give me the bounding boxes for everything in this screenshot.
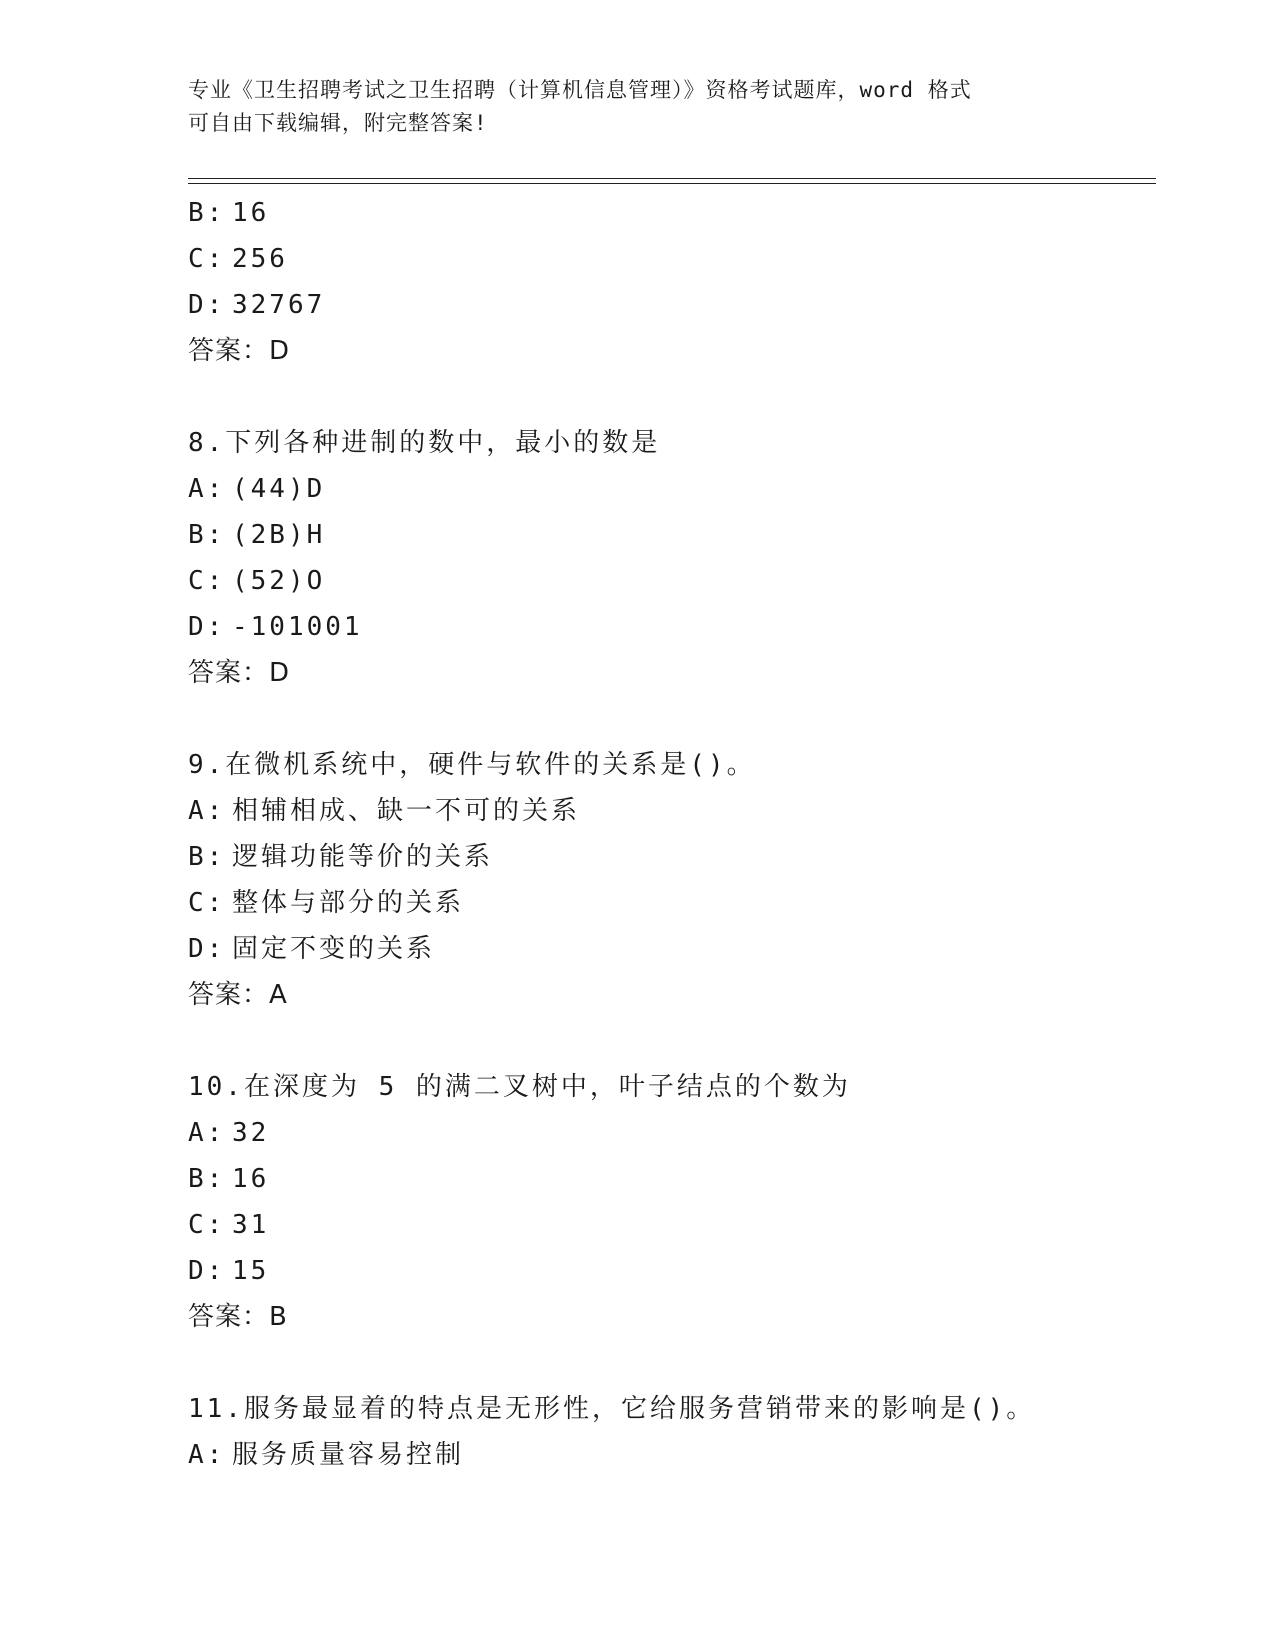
option-label: A: <box>188 1118 226 1148</box>
option-text: 相辅相成、缺一不可的关系 <box>232 796 581 826</box>
option-line <box>188 926 1148 972</box>
option-label: C: <box>188 244 226 274</box>
option-text: 服务质量容易控制 <box>232 1440 465 1470</box>
option-label: D: <box>188 1256 226 1286</box>
option-label: D: <box>188 612 226 642</box>
answer-line: 答案：D <box>188 336 291 366</box>
option-label: B: <box>188 198 226 228</box>
spacer <box>188 374 1148 420</box>
option-label: C: <box>188 566 226 596</box>
option-text: 固定不变的关系 <box>232 934 436 964</box>
option-label: D: <box>188 934 226 964</box>
spacer <box>188 696 1148 742</box>
option-text: 32 <box>232 1118 270 1148</box>
question-10 <box>188 1064 1148 1340</box>
option-line <box>188 558 1148 604</box>
option-line <box>188 1248 1148 1294</box>
option-text: 16 <box>232 1164 270 1194</box>
option-line <box>188 880 1148 926</box>
option-line <box>188 190 1148 236</box>
question-stem: 11.服务最显着的特点是无形性，它给服务营销带来的影响是()。 <box>188 1394 1036 1424</box>
option-label: A: <box>188 796 226 826</box>
answer-line: 答案：B <box>188 1302 288 1332</box>
header-divider-top <box>188 178 1156 179</box>
option-line <box>188 236 1148 282</box>
question-9 <box>188 742 1148 1018</box>
answer-line: 答案：A <box>188 980 288 1010</box>
header-divider-bottom <box>188 183 1156 184</box>
question-11 <box>188 1386 1148 1478</box>
question-stem: 8.下列各种进制的数中，最小的数是 <box>188 428 661 458</box>
option-label: D: <box>188 290 226 320</box>
question-stem: 10.在深度为 5 的满二叉树中，叶子结点的个数为 <box>188 1072 851 1102</box>
spacer <box>188 1018 1148 1064</box>
option-line <box>188 282 1148 328</box>
option-text: 256 <box>232 244 288 274</box>
option-text: (52)O <box>232 566 326 596</box>
header-title-line-2: 可自由下载编辑，附完整答案! <box>188 111 488 135</box>
page-header <box>188 74 1088 140</box>
option-line <box>188 466 1148 512</box>
question-list <box>188 190 1148 1478</box>
option-line <box>188 604 1148 650</box>
option-text: 15 <box>232 1256 270 1286</box>
question-7-continued <box>188 190 1148 374</box>
answer-line: 答案：D <box>188 658 291 688</box>
option-text: 整体与部分的关系 <box>232 888 465 918</box>
option-line <box>188 1202 1148 1248</box>
option-text: (44)D <box>232 474 326 504</box>
option-label: A: <box>188 474 226 504</box>
option-line <box>188 512 1148 558</box>
header-title-line-1: 专业《卫生招聘考试之卫生招聘（计算机信息管理）》资格考试题库，word 格式 <box>188 78 972 102</box>
option-label: B: <box>188 1164 226 1194</box>
option-label: C: <box>188 1210 226 1240</box>
option-label: A: <box>188 1440 226 1470</box>
option-text: 31 <box>232 1210 270 1240</box>
option-text: -101001 <box>232 612 363 642</box>
question-stem: 9.在微机系统中，硬件与软件的关系是()。 <box>188 750 756 780</box>
spacer <box>188 1340 1148 1386</box>
option-line <box>188 788 1148 834</box>
option-label: B: <box>188 842 226 872</box>
option-text: 16 <box>232 198 270 228</box>
option-line <box>188 834 1148 880</box>
option-label: C: <box>188 888 226 918</box>
option-label: B: <box>188 520 226 550</box>
option-text: 逻辑功能等价的关系 <box>232 842 494 872</box>
option-text: 32767 <box>232 290 326 320</box>
option-line <box>188 1110 1148 1156</box>
question-8 <box>188 420 1148 696</box>
option-line <box>188 1432 1148 1478</box>
option-line <box>188 1156 1148 1202</box>
option-text: (2B)H <box>232 520 326 550</box>
